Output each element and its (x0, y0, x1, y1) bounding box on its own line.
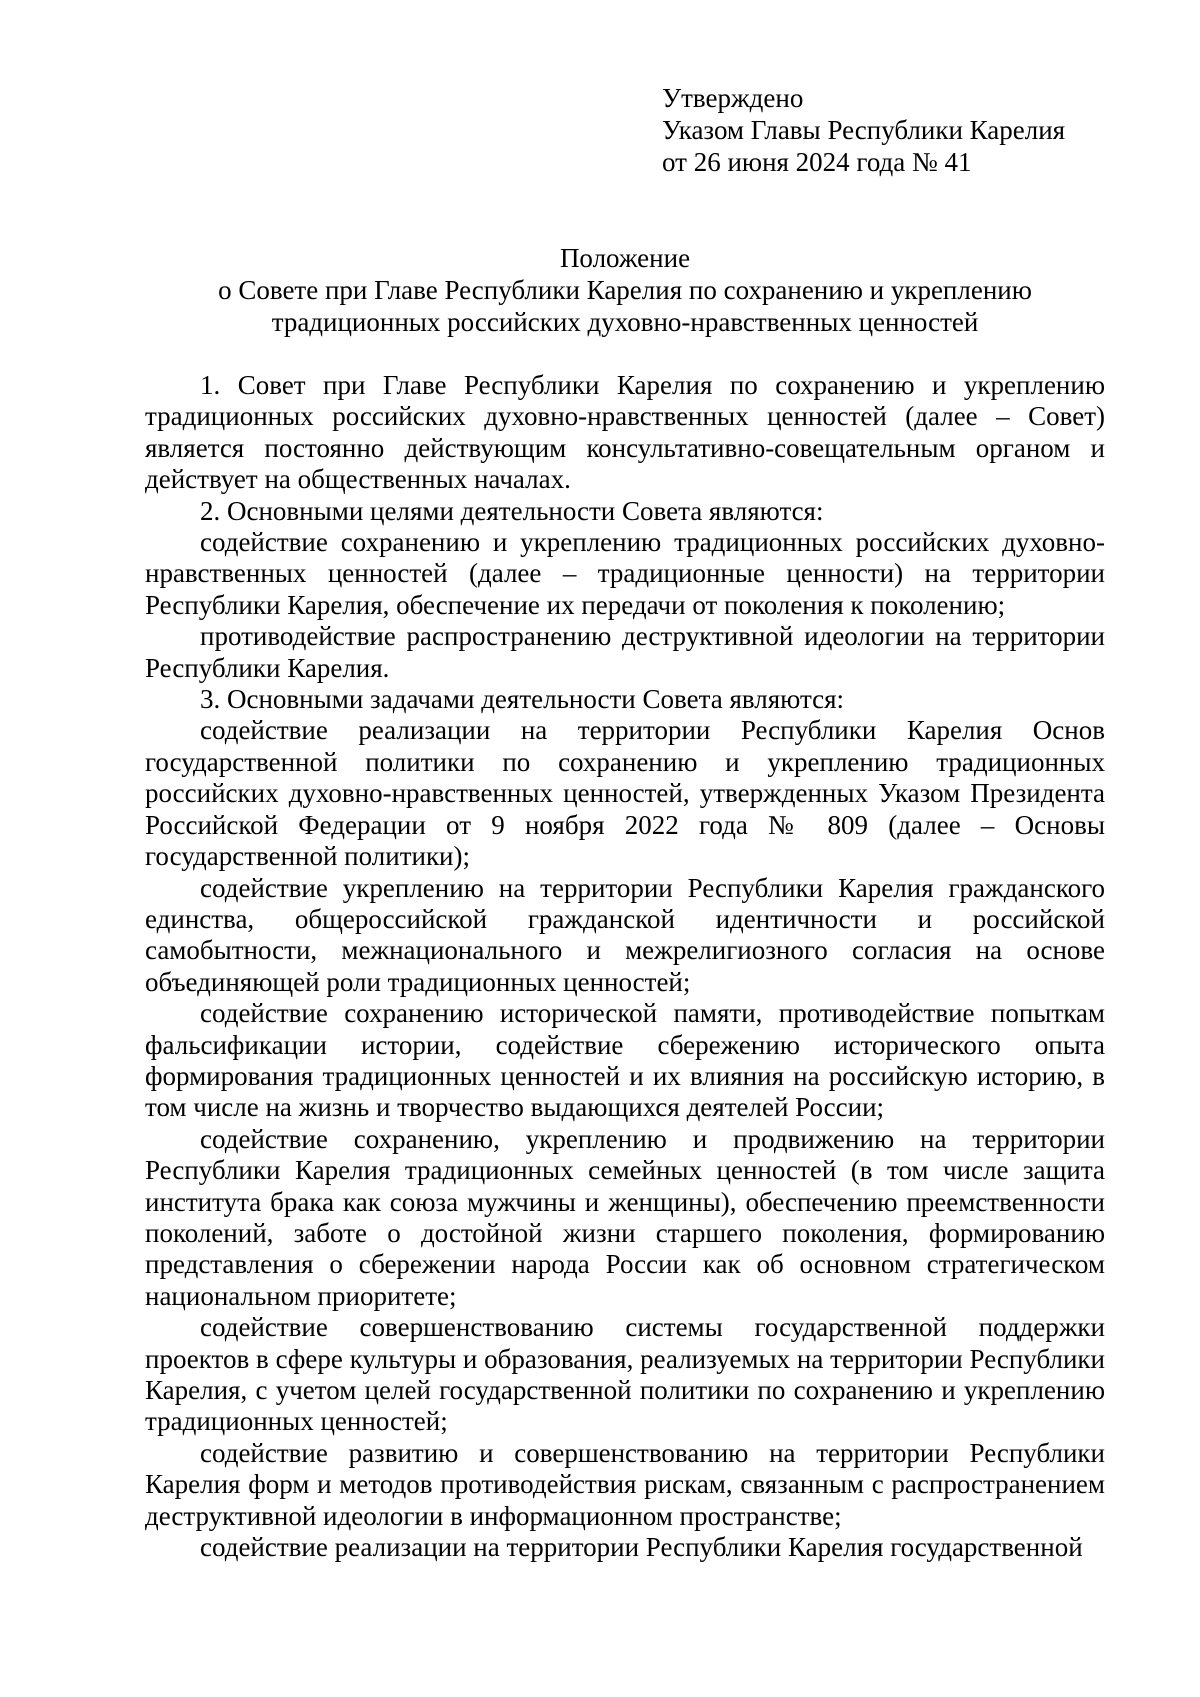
approval-line-approved: Утверждено (662, 83, 804, 113)
paragraph-2: 2. Основными целями деятельности Совета являются: (200, 495, 824, 526)
paragraph-11: содействие развитию и совершенствованию на территории Республики Карелия форм и методов противодействия рискам, связанным с распространением деструктивной идеологии в информационном пространстве; (145, 1437, 1105, 1531)
paragraph-5: 3. Основными задачами деятельности Совета являются: (200, 684, 845, 715)
paragraph-3: содействие сохранению и укреплению традиционных российских духовно-нравственных ценностей (далее – традиционные ценности) на территории Республики Карелия, обеспечение их передачи от поколения к поколению; (145, 527, 1105, 620)
paragraph-1: 1. Совет при Главе Республики Карелия по сохранению и укреплению традиционных российских духовно-нравственных ценностей (далее – Совет) является постоянно действующим консультативно-совещательным органом и действует на общественных началах. (145, 370, 1105, 495)
paragraph-4: противодействие распространению деструктивной идеологии на территории Республики Карелия. (145, 621, 1105, 683)
title-line-2: о Совете при Главе Республики Карелия по сохранению и укреплению (218, 275, 1032, 305)
approval-line-date-number: от 26 июня 2024 года № 41 (662, 147, 972, 177)
paragraph-9: содействие сохранению, укреплению и продвижению на территории Республики Карелия традиционных семейных ценностей (в том числе защита института брака как союза мужчины и женщины), обеспечению преемственности поколений, заботе о достойной жизни старшего поколения, формированию представления о сбережении народа России как об основном стратегическом национальном приоритете; (145, 1123, 1105, 1311)
approval-stamp (662, 82, 1065, 178)
approval-line-decree: Указом Главы Республики Карелия (662, 115, 1066, 145)
paragraph-8: содействие сохранению исторической памяти, противодействие попыткам фальсификации истории, содействие сбережению исторического опыта формирования традиционных ценностей и их влияния на российскую историю, в том числе на жизнь и творчество выдающихся деятелей России; (145, 998, 1105, 1123)
document-title (145, 242, 1105, 338)
paragraph-6: содействие реализации на территории Республики Карелия Основ государственной политики по сохранению и укреплению традиционных российских духовно-нравственных ценностей, утвержденных Указом Президента Российской Федерации от 9 ноября 2022 года № 809 (далее – Основы государственной политики); (145, 715, 1105, 872)
paragraph-7: содействие укреплению на территории Республики Карелия гражданского единства, общероссийской гражданской идентичности и российской самобытности, межнационального и межрелигиозного согласия на основе объединяющей роли традиционных ценностей; (145, 872, 1105, 997)
title-line-3: традиционных российских духовно-нравственных ценностей (271, 307, 979, 337)
document-body (145, 370, 1105, 1563)
title-line-1: Положение (559, 243, 691, 273)
paragraph-10: содействие совершенствованию системы государственной поддержки проектов в сфере культуры и образования, реализуемых на территории Республики Карелия, с учетом целей государственной политики по сохранению и укреплению традиционных ценностей; (145, 1312, 1105, 1437)
paragraph-12: содействие реализации на территории Республики Карелия государственной (200, 1532, 1083, 1563)
